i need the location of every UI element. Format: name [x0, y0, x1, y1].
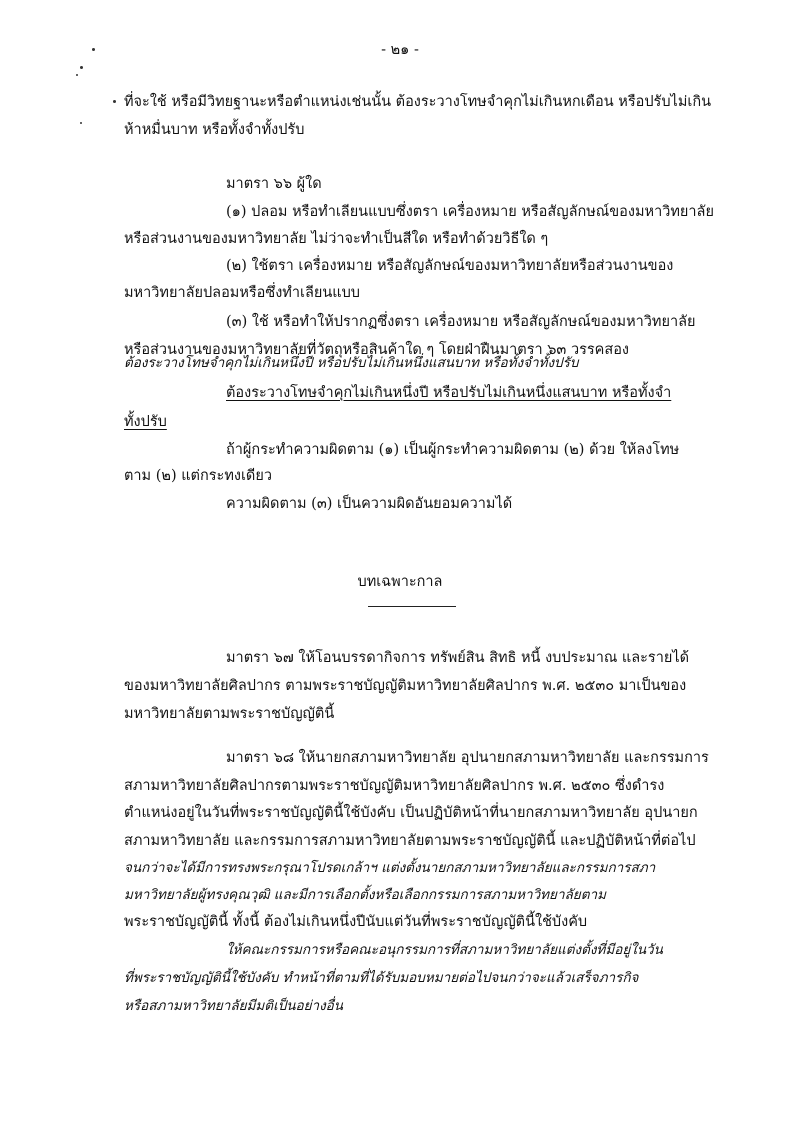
text-line: ห้าหมื่นบาท หรือทั้งจำทั้งปรับ — [124, 122, 305, 138]
text-line: มหาวิทยาลัยตามพระราชบัญญัตินี้ — [124, 706, 335, 722]
scan-speck — [80, 66, 83, 69]
scan-speck — [113, 100, 116, 103]
text-line: พระราชบัญญัตินี้ ทั้งนี้ ต้องไม่เกินหนึ่งปีนับแต่วันที่พระราชบัญญัตินี้ใช้บังคับ — [124, 914, 588, 930]
amended-text-line: ทั้งปรับ — [124, 414, 167, 430]
title-rule — [368, 606, 456, 607]
text-line: (๓) ใช้ หรือทำให้ปรากฏซึ่งตรา เครื่องหมาย หรือสัญลักษณ์ของมหาวิทยาลัย — [226, 314, 696, 330]
text-line: (๑) ปลอม หรือทำเลียนแบบซึ่งตรา เครื่องหมาย หรือสัญลักษณ์ของมหาวิทยาลัย — [226, 204, 714, 220]
text-line: ถ้าผู้กระทำความผิดตาม (๑) เป็นผู้กระทำความผิดตาม (๒) ด้วย ให้ลงโทษ — [226, 442, 680, 458]
section-heading: มาตรา ๖๖ ผู้ใด — [226, 176, 322, 192]
text-line: ตาม (๒) แต่กระทงเดียว — [124, 468, 272, 484]
text-line: (๒) ใช้ตรา เครื่องหมาย หรือสัญลักษณ์ของมหาวิทยาลัยหรือส่วนงานของ — [226, 258, 674, 274]
text-line: สภามหาวิทยาลัยศิลปากรตามพระราชบัญญัติมหาวิทยาลัยศิลปากร พ.ศ. ๒๕๓๐ ซึ่งดำรง — [124, 778, 665, 794]
text-line: ที่จะใช้ หรือมีวิทยฐานะหรือตำแหน่งเช่นนั้น ต้องระวางโทษจำคุกไม่เกินหกเดือน หรือปรับไม่เกิน — [124, 94, 712, 110]
text-line: มหาวิทยาลัยปลอมหรือซึ่งทำเลียนแบบ — [124, 285, 361, 301]
scan-speck — [80, 122, 82, 124]
page-number: - ๒๑ - — [381, 42, 419, 58]
text-line: ความผิดตาม (๓) เป็นความผิดอันยอมความได้ — [226, 496, 513, 512]
chapter-title: บทเฉพาะกาล — [357, 574, 443, 590]
handwritten-line: หรือสภามหาวิทยาลัยมีมติเป็นอย่างอื่น — [124, 998, 344, 1014]
text-line: หรือส่วนงานของมหาวิทยาลัยที่วัตถุหรือสินค้าใด ๆ โดยฝ่าฝืนมาตรา ๖๓ วรรคสอง — [124, 342, 630, 358]
section-heading: มาตรา ๖๗ ให้โอนบรรดากิจการ ทรัพย์สิน สิทธิ หนี้ งบประมาณ และรายได้ — [226, 650, 690, 666]
handwritten-line: จนกว่าจะได้มีการทรงพระกรุณาโปรดเกล้าฯ แต่งตั้งนายกสภามหาวิทยาลัยและกรรมการสภา — [124, 860, 656, 876]
text-line: สภามหาวิทยาลัย และกรรมการสภามหาวิทยาลัยตามพระราชบัญญัตินี้ และปฏิบัติหน้าที่ต่อไป — [124, 833, 696, 849]
handwritten-line: ที่พระราชบัญญัตินี้ใช้บังคับ ทำหน้าที่ตามที่ได้รับมอบหมายต่อไปจนกว่าจะแล้วเสร็จภารกิจ — [124, 970, 639, 986]
section-heading: มาตรา ๖๘ ให้นายกสภามหาวิทยาลัย อุปนายกสภามหาวิทยาลัย และกรรมการ — [226, 750, 709, 766]
text-line: ของมหาวิทยาลัยศิลปากร ตามพระราชบัญญัติมหาวิทยาลัยศิลปากร พ.ศ. ๒๕๓๐ มาเป็นของ — [124, 678, 687, 694]
amended-text-line: ต้องระวางโทษจำคุกไม่เกินหนึ่งปี หรือปรับไม่เกินหนึ่งแสนบาท หรือทั้งจำ — [226, 385, 672, 401]
text-line: หรือส่วนงานของมหาวิทยาลัย ไม่ว่าจะทำเป็นสีใด หรือทำด้วยวิธีใด ๆ — [124, 231, 549, 247]
handwritten-line: มหาวิทยาลัยผู้ทรงคุณวุฒิ และมีการเลือกตั้งหรือเลือกกรรมการสภามหาวิทยาลัยตาม — [124, 887, 606, 903]
handwritten-line: ให้คณะกรรมการหรือคณะอนุกรรมการที่สภามหาวิทยาลัยแต่งตั้งที่มีอยู่ในวัน — [226, 942, 663, 958]
text-line: ตำแหน่งอยู่ในวันที่พระราชบัญญัตินี้ใช้บังคับ เป็นปฏิบัติหน้าที่นายกสภามหาวิทยาลัย อุปนายก — [124, 805, 698, 821]
scan-speck — [76, 74, 78, 76]
handwritten-line: ต้องระวางโทษจำคุกไม่เกินหนึ่งปี หรือปรับไม่เกินหนึ่งแสนบาท หรือทั้งจำทั้งปรับ — [124, 355, 579, 371]
